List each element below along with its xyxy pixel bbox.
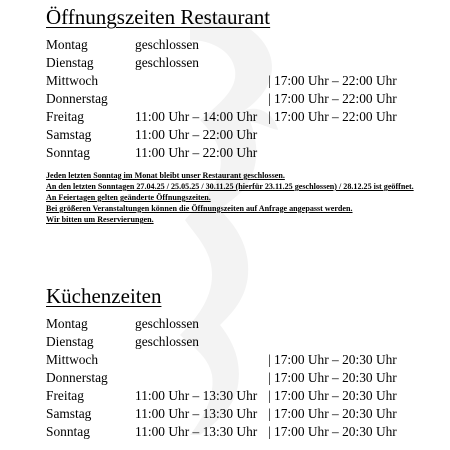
day-cell: Sonntag bbox=[46, 145, 90, 160]
table-row bbox=[46, 333, 446, 351]
day-cell: Dienstag bbox=[46, 55, 94, 70]
note-last-sunday-closed: Jeden letzten Sonntag im Monat bleibt unser Restaurant geschlossen. bbox=[46, 171, 285, 180]
hours-cell-evening bbox=[268, 36, 446, 54]
hours-cell-midday: geschlossen bbox=[135, 334, 199, 349]
table-row bbox=[46, 72, 446, 90]
table-row bbox=[46, 423, 446, 441]
table-row bbox=[46, 90, 446, 108]
hours-cell-evening: | 17:00 Uhr – 20:30 Uhr bbox=[268, 370, 397, 385]
hours-cell-midday bbox=[135, 90, 268, 108]
hours-cell-evening: | 17:00 Uhr – 20:30 Uhr bbox=[268, 352, 397, 367]
hours-cell-evening: | 17:00 Uhr – 22:00 Uhr bbox=[268, 91, 397, 106]
hours-cell-midday: geschlossen bbox=[135, 316, 199, 331]
restaurant-hours-body bbox=[46, 36, 446, 162]
day-cell: Montag bbox=[46, 316, 88, 331]
note-reservations: Wir bitten um Reservierungen. bbox=[46, 215, 154, 224]
day-cell: Freitag bbox=[46, 388, 84, 403]
table-row bbox=[46, 108, 446, 126]
hours-cell-evening bbox=[268, 333, 446, 351]
hours-cell-midday: 11:00 Uhr – 22:00 Uhr bbox=[135, 127, 258, 142]
table-row bbox=[46, 369, 446, 387]
table-row bbox=[46, 36, 446, 54]
kitchen-hours-body bbox=[46, 315, 446, 441]
hours-cell-midday: 11:00 Uhr – 13:30 Uhr bbox=[135, 406, 258, 421]
hours-cell-evening: | 17:00 Uhr – 20:30 Uhr bbox=[268, 388, 397, 403]
day-cell: Freitag bbox=[46, 109, 84, 124]
day-cell: Donnerstag bbox=[46, 91, 108, 106]
hours-cell-evening: | 17:00 Uhr – 20:30 Uhr bbox=[268, 406, 397, 421]
table-row bbox=[46, 405, 446, 423]
hours-cell-evening bbox=[268, 144, 446, 162]
note-open-sundays: An den letzten Sonntagen 27.04.25 / 25.05.25 / 30.11.25 (hierfür 23.11.25 geschlossen) / 28.12.25 ist geöffnet. bbox=[46, 182, 414, 191]
day-cell: Samstag bbox=[46, 406, 92, 421]
note-events: Bei größeren Veranstaltungen können die Öffnungszeiten auf Anfrage angepasst werden. bbox=[46, 204, 353, 213]
day-cell: Dienstag bbox=[46, 334, 94, 349]
table-row bbox=[46, 144, 446, 162]
hours-cell-midday bbox=[135, 351, 268, 369]
restaurant-hours-title: Öffnungszeiten Restaurant bbox=[46, 5, 271, 29]
kitchen-hours-table bbox=[46, 315, 446, 441]
day-cell: Mittwoch bbox=[46, 352, 99, 367]
day-cell: Samstag bbox=[46, 127, 92, 142]
hours-cell-evening: | 17:00 Uhr – 20:30 Uhr bbox=[268, 424, 397, 439]
restaurant-notes bbox=[46, 170, 438, 225]
day-cell: Sonntag bbox=[46, 424, 90, 439]
hours-cell-midday bbox=[135, 369, 268, 387]
kitchen-hours-title: Küchenzeiten bbox=[46, 284, 162, 308]
hours-cell-evening: | 17:00 Uhr – 22:00 Uhr bbox=[268, 109, 397, 124]
hours-cell-evening bbox=[268, 126, 446, 144]
hours-cell-midday: geschlossen bbox=[135, 37, 199, 52]
hours-cell-evening bbox=[268, 315, 446, 333]
hours-cell-midday: geschlossen bbox=[135, 55, 199, 70]
hours-cell-midday: 11:00 Uhr – 22:00 Uhr bbox=[135, 145, 258, 160]
hours-cell-evening bbox=[268, 54, 446, 72]
day-cell: Montag bbox=[46, 37, 88, 52]
restaurant-hours-table bbox=[46, 36, 446, 162]
hours-cell-midday: 11:00 Uhr – 14:00 Uhr bbox=[135, 109, 258, 124]
hours-cell-evening: | 17:00 Uhr – 22:00 Uhr bbox=[268, 73, 397, 88]
table-row bbox=[46, 387, 446, 405]
table-row bbox=[46, 54, 446, 72]
note-holidays: An Feiertagen gelten geänderte Öffnungszeiten. bbox=[46, 193, 211, 202]
hours-cell-midday: 11:00 Uhr – 13:30 Uhr bbox=[135, 388, 258, 403]
day-cell: Mittwoch bbox=[46, 73, 99, 88]
table-row bbox=[46, 351, 446, 369]
hours-cell-midday: 11:00 Uhr – 13:30 Uhr bbox=[135, 424, 258, 439]
hours-cell-midday bbox=[135, 72, 268, 90]
day-cell: Donnerstag bbox=[46, 370, 108, 385]
table-row bbox=[46, 315, 446, 333]
table-row bbox=[46, 126, 446, 144]
